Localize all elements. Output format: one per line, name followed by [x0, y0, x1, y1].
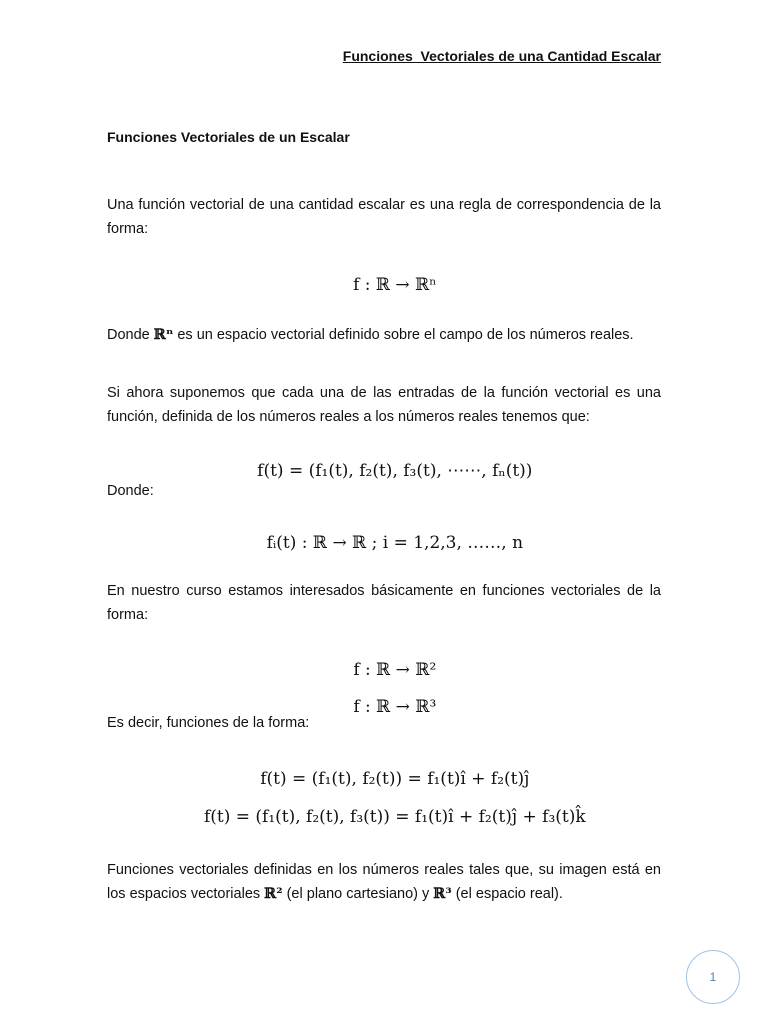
paragraph-1: Una función vectorial de una cantidad escalar es una regla de correspondencia de la forma: [107, 197, 661, 237]
paragraph-5: En nuestro curso estamos interesados básicamente en funciones vectoriales de la forma: [107, 583, 661, 623]
paragraph-7-part-c: (el espacio real). [451, 886, 563, 902]
equation-4-text: f : ℝ → ℝ² [353, 660, 437, 680]
equation-3 [107, 513, 661, 573]
math-rn: ℝⁿ [153, 326, 174, 343]
paragraph-4: Donde: [107, 483, 154, 499]
paragraph-2 [107, 323, 661, 347]
equation-7 [107, 787, 661, 847]
paragraph-2-end: es un espacio vectorial definido sobre el campo de los números reales. [173, 327, 634, 343]
paragraph-7-part-a: Funciones vectoriales definidas en los números reales tales que, su imagen está en los espacios vectoriales [107, 862, 661, 902]
section-title: Funciones Vectoriales de un Escalar [107, 129, 350, 145]
equation-3-text: fᵢ(t) : ℝ → ℝ ; i = 1,2,3, ……, n [266, 533, 524, 553]
equation-7-text: f(t) = (f₁(t), f₂(t), f₃(t)) = f₁(t)î + f₂(t)ĵ + f₃(t)k̂ [203, 807, 586, 827]
equation-1 [107, 255, 661, 315]
equation-6-text: f(t) = (f₁(t), f₂(t)) = f₁(t)î + f₂(t)ĵ [260, 769, 530, 789]
paragraph-7 [107, 858, 661, 906]
equation-1-text: f : ℝ → ℝⁿ [353, 275, 437, 295]
paragraph-7-part-b: (el plano cartesiano) y [282, 886, 434, 902]
paragraph-6: Es decir, funciones de la forma: [107, 715, 310, 731]
equation-2-text: f(t) = (f₁(t), f₂(t), f₃(t), ⋯⋯, fₙ(t)) [257, 461, 533, 481]
paragraph-3: Si ahora suponemos que cada una de las entradas de la función vectorial es una función, definida de los números reales a los números reales tenemos que: [107, 385, 661, 425]
math-r3: ℝ³ [433, 885, 452, 902]
page-header: Funciones Vectoriales de una Cantidad Escalar [342, 48, 661, 64]
paragraph-2-start: Donde [107, 327, 154, 343]
math-r2: ℝ² [264, 885, 283, 902]
page-number-badge [686, 950, 740, 1004]
page-number: 1 [709, 970, 717, 984]
equation-5-text: f : ℝ → ℝ³ [353, 697, 437, 717]
